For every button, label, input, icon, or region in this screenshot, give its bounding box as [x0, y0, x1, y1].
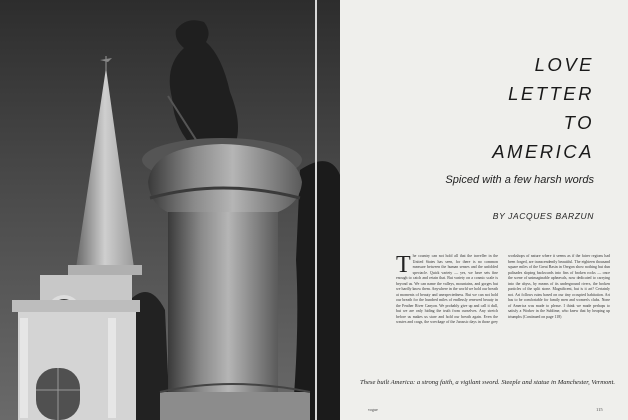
page-number: 115 — [596, 407, 603, 412]
article-title — [492, 50, 594, 166]
article-page — [340, 0, 628, 420]
article-byline: BY JACQUES BARZUN — [492, 211, 594, 221]
title-line: LOVE — [534, 54, 594, 75]
magazine-folio: vogue — [368, 407, 378, 412]
article-subtitle: Spiced with a few harsh words — [445, 174, 594, 186]
title-line: TO — [563, 112, 594, 133]
body-paragraph: he country can not hold all that the traveller in the United States has seen, for there is no common measure between the human senses and the unfolded spectacle. Quick variety — yes, we have sets fine enough to catch and retain that. But variety on a cosmic scale is beyond us. We can name the valleys, mountains, and gorges but we hardly know them. Anywhere in the world we hold our breath at moments of beauty and unexpectedness. But we can not hold our breath for the hundred miles of endlessly renewed beauty in the Feather River Canyon. We probably give up and call it dull, but we are only hiding the truth from ourselves. Any stretch before us makes us stare and hold our breath again. Even the wastes and crags, the wreckage of the Jurassic days in those grey workshops of nature where it seems as if the fairer regions had been forged, are transcendently beautiful. The eighteen thousand square miles of the Great Basin in Oregon show nothing but dun palisades sloping backwards into fins of broken rocks — once the scene of unimaginable upheavals, now dedicated to carrying into the abyss, by means of its underground rivers, the broken particles of the split stone. Magnificent, but is it art? Certainly not. Art follows ruins based on our tiny occupied habitation. Art has to be comfortable for family men and women's clubs. None of America was made to please. I think we made perhaps to satisfy a Worker in the Sublime, who knew that by heaping up triumphs (Continued on page 118) — [396, 254, 610, 324]
drop-cap: T — [396, 254, 411, 278]
page-gutter — [315, 0, 317, 420]
title-line: AMERICA — [492, 141, 594, 162]
article-body — [396, 254, 610, 372]
photo-caption: These built America: a strong faith, a vigilant sword. Steeple and statue in Manchester, Vermont. — [360, 379, 616, 386]
title-line: LETTER — [508, 83, 594, 104]
